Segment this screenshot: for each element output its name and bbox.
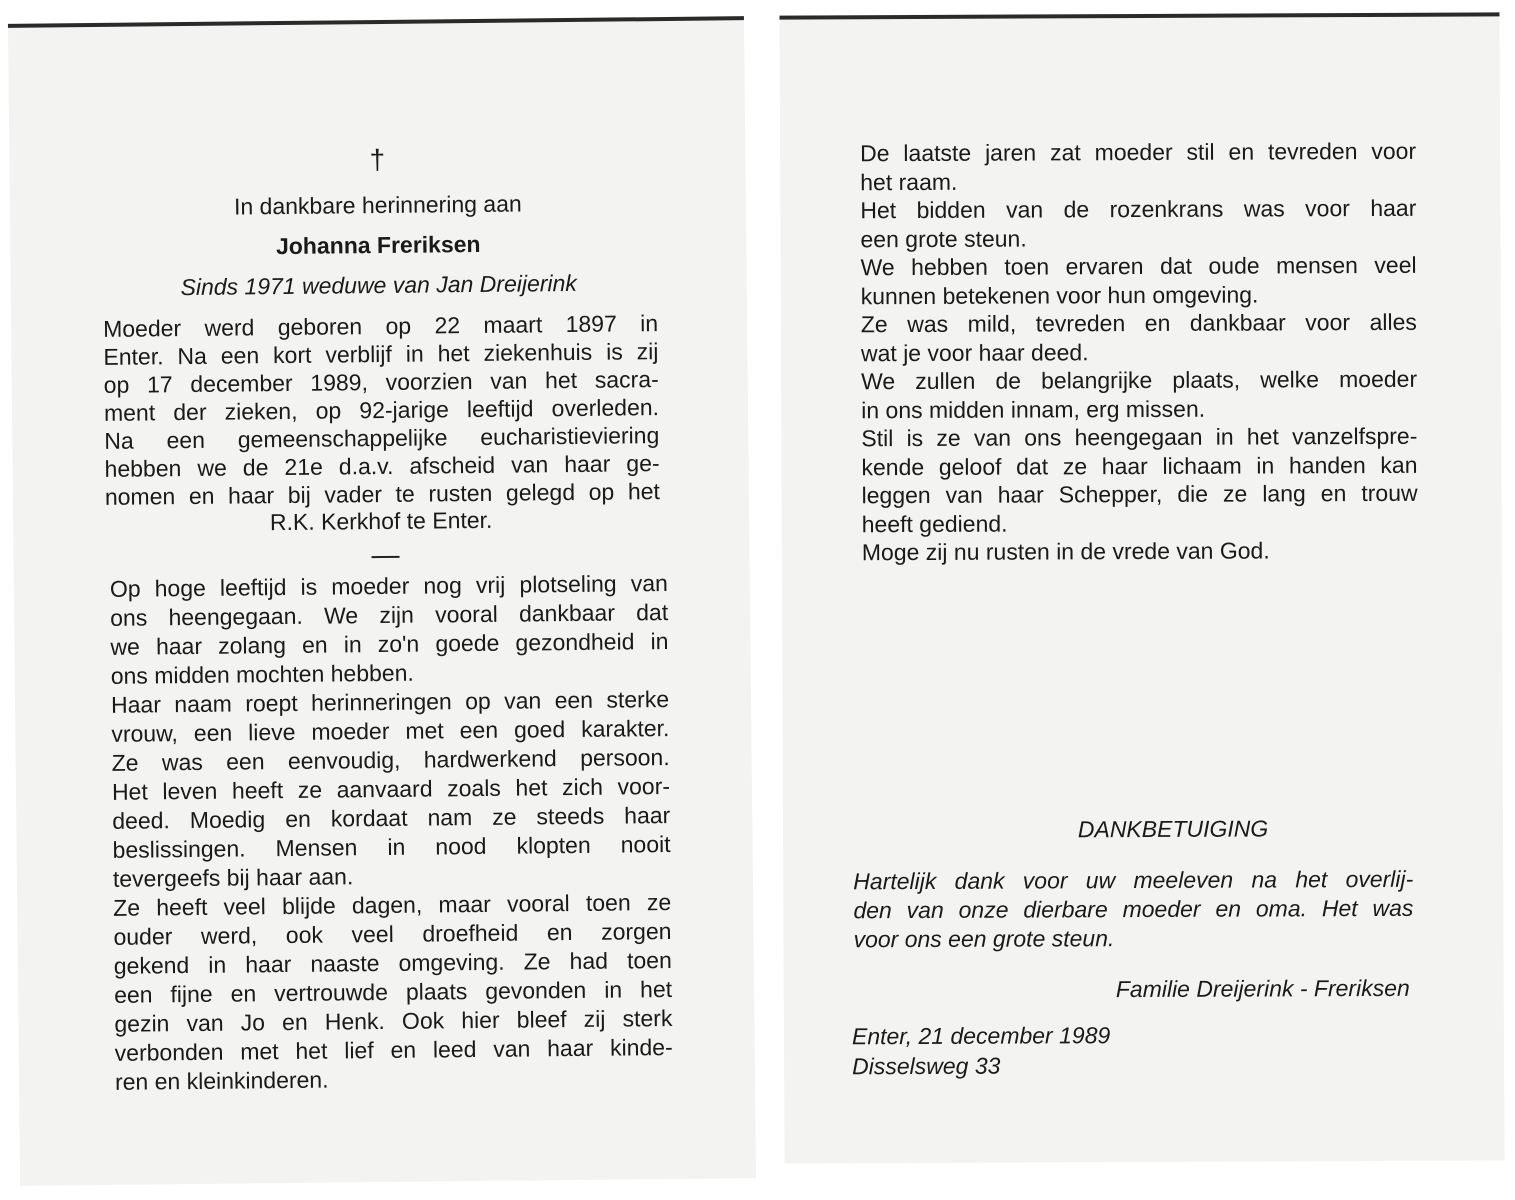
story-line: heeft gediend. bbox=[861, 510, 1008, 537]
story-line: tevergeefs bij haar aan. bbox=[112, 863, 354, 892]
place-date: Enter, 21 december 1989 bbox=[851, 1022, 1111, 1050]
story-line: kende geloof dat ze haar lichaam in handen kan bbox=[861, 451, 1418, 480]
story-line: ons heengegaan. We zijn vooral dankbaar dat bbox=[110, 599, 669, 631]
thanks-line: den van onze dierbare moeder en oma. Het was bbox=[853, 894, 1414, 924]
thanks-heading: DANKBETUIGING bbox=[1077, 815, 1269, 843]
story-line: Het bidden van de rozenkrans was voor haar bbox=[860, 194, 1417, 224]
story-line: in ons midden innam, erg missen. bbox=[861, 395, 1206, 423]
burial-place: R.K. Kerkhof te Enter. bbox=[269, 506, 493, 536]
story-line: Ze was een eenvoudig, hardwerkend persoon. bbox=[111, 743, 670, 776]
right-memorial-card bbox=[779, 12, 1504, 1163]
story-line: De laatste jaren zat moeder stil en tevreden voor bbox=[860, 137, 1417, 167]
story-line: Op hoge leeftijd is moeder nog vrij plotseling van bbox=[109, 570, 668, 602]
story-line: We zullen de belangrijke plaats, welke moeder bbox=[861, 365, 1418, 395]
bio-line: nomen en haar bij vader te rusten gelegd op het bbox=[104, 478, 661, 510]
story-line: gekend in haar naaste omgeving. Ze had toen bbox=[113, 946, 672, 979]
story-line: Moge zij nu rusten in de vrede van God. bbox=[861, 537, 1270, 566]
story-line: beslissingen. Mensen in nood klopten nooit bbox=[112, 830, 671, 863]
story-line: wat je voor haar deed. bbox=[860, 338, 1089, 366]
story-line: leggen van haar Schepper, die ze lang en trouw bbox=[861, 479, 1418, 509]
story-line: deed. Moedig en kordaat nam ze steeds haar bbox=[112, 801, 671, 834]
story-line: gezin van Jo en Henk. Ook hier bleef zij sterk bbox=[114, 1004, 673, 1037]
story-line: Het leven heeft ze aanvaard zoals het zich voor- bbox=[111, 772, 671, 805]
story-line: ons midden mochten hebben. bbox=[110, 659, 414, 689]
section-divider bbox=[372, 556, 400, 558]
left-memorial-card bbox=[8, 16, 756, 1186]
biography-paragraph bbox=[103, 309, 660, 511]
address: Disselsweg 33 bbox=[852, 1052, 1001, 1080]
story-line: Ze heeft veel blijde dagen, maar vooral toen ze bbox=[113, 888, 672, 921]
story-line: Ze was mild, tevreden en dankbaar voor alles bbox=[860, 308, 1417, 338]
story-line: vrouw, een lieve moeder met een goed karakter. bbox=[111, 714, 670, 747]
cross-icon: † bbox=[369, 143, 386, 176]
bio-line: hebben we de 21e d.a.v. afscheid van haar ge- bbox=[104, 450, 660, 482]
family-signature: Familie Dreijerink - Freriksen bbox=[1115, 974, 1410, 1003]
story-line: Haar naam roept herinneringen op van een sterke bbox=[110, 686, 670, 718]
thanks-line: Hartelijk dank voor uw meeleven na het overlij- bbox=[853, 865, 1414, 895]
story-line: ouder werd, ook veel droefheid en zorgen bbox=[113, 917, 672, 950]
story-line: verbonden met het lief en leed van haar kinde- bbox=[114, 1033, 673, 1066]
story-line: ren en kleinkinderen. bbox=[114, 1066, 329, 1095]
bio-line: Enter. Na een kort verblijf in het ziekenhuis is zij bbox=[103, 338, 659, 370]
story-line: We hebben toen ervaren dat oude mensen veel bbox=[860, 251, 1417, 281]
closing-story-paragraph bbox=[860, 137, 1418, 567]
widow-line: Sinds 1971 weduwe van Jan Dreijerink bbox=[180, 269, 577, 301]
thanks-line: voor ons een grote steun. bbox=[853, 925, 1115, 953]
bio-line: Na een gemeenschappelijke eucharistieviering bbox=[104, 422, 660, 454]
story-line: Stil is ze van ons heengegaan in het vanzelfspre- bbox=[861, 422, 1418, 452]
story-line: een grote steun. bbox=[860, 224, 1027, 252]
story-line: kunnen betekenen voor hun omgeving. bbox=[860, 280, 1259, 309]
intro-text: In dankbare herinnering aan bbox=[233, 190, 522, 220]
bio-line: ment der zieken, op 92-jarige leeftijd overleden. bbox=[103, 394, 660, 426]
thanks-paragraph bbox=[853, 865, 1413, 954]
bio-line: Moeder werd geboren op 22 maart 1897 in bbox=[102, 310, 659, 342]
bio-line: op 17 december 1989, voorzien van het sacra- bbox=[103, 366, 659, 398]
story-line: we haar zolang en in zo'n goede gezondheid in bbox=[110, 628, 669, 660]
deceased-name: Johanna Freriksen bbox=[275, 230, 481, 260]
life-story-paragraph bbox=[110, 569, 673, 1097]
story-line: een fijne en vertrouwde plaats gevonden in het bbox=[113, 975, 673, 1008]
story-line: het raam. bbox=[860, 168, 958, 195]
